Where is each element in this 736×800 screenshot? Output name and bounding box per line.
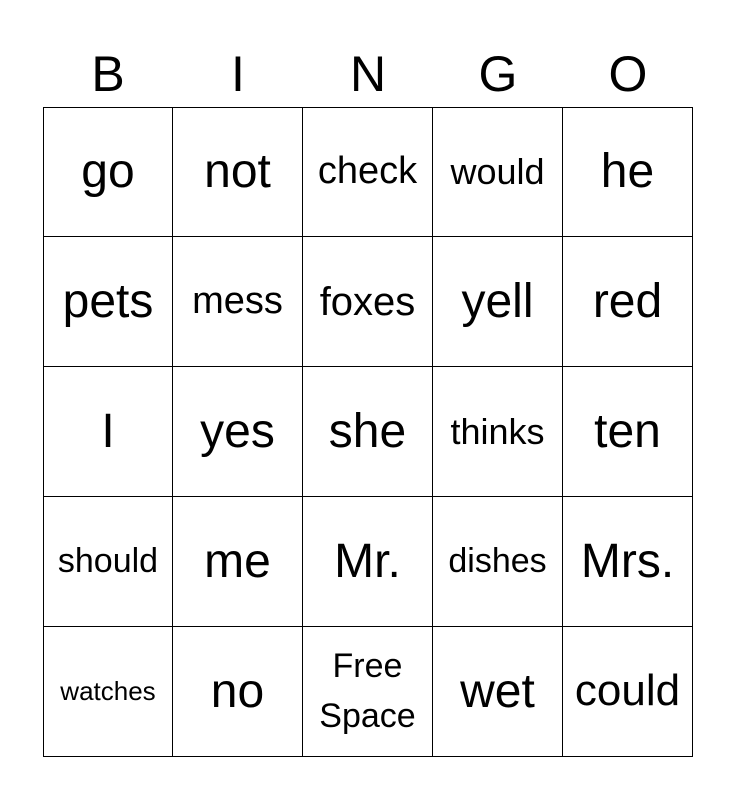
header-letter-i: I	[231, 46, 245, 102]
bingo-cell-o-2[interactable]	[563, 237, 693, 367]
bingo-cell-o-4[interactable]	[563, 497, 693, 627]
cell-word: watches	[60, 675, 156, 706]
free-space-cell[interactable]	[303, 627, 433, 757]
bingo-cell-n-1[interactable]	[303, 107, 433, 237]
cell-word: should	[57, 542, 159, 581]
cell-word: mess	[192, 279, 283, 322]
bingo-cell-g-4[interactable]	[433, 497, 563, 627]
bingo-cell-n-4[interactable]	[303, 497, 433, 627]
bingo-cell-g-5[interactable]	[433, 627, 563, 757]
bingo-cell-g-1[interactable]	[433, 107, 563, 237]
cell-word: no	[210, 664, 265, 718]
bingo-cell-b-4[interactable]	[43, 497, 173, 627]
header-letter-g: G	[478, 46, 518, 102]
cell-word: yell	[461, 274, 534, 328]
bingo-cell-i-3[interactable]	[173, 367, 303, 497]
cell-word: would	[450, 151, 545, 193]
header-letter-n: N	[349, 46, 387, 102]
cell-word: thinks	[450, 410, 545, 452]
bingo-cell-n-3[interactable]	[303, 367, 433, 497]
cell-word: could	[574, 666, 681, 716]
bingo-cell-b-1[interactable]	[43, 107, 173, 237]
bingo-cell-g-3[interactable]	[433, 367, 563, 497]
bingo-header	[43, 40, 693, 108]
cell-word: ten	[594, 404, 661, 458]
cell-word: Mrs.	[580, 534, 675, 588]
cell-word: dishes	[448, 542, 547, 581]
cell-word: I	[101, 404, 115, 458]
bingo-cell-g-2[interactable]	[433, 237, 563, 367]
bingo-cell-i-2[interactable]	[173, 237, 303, 367]
cell-word: check	[317, 150, 418, 193]
cell-word: she	[328, 404, 407, 458]
header-letter-b: B	[91, 46, 125, 102]
bingo-cell-o-3[interactable]	[563, 367, 693, 497]
cell-word: pets	[62, 274, 154, 328]
bingo-board	[43, 107, 693, 757]
cell-word: wet	[460, 664, 535, 718]
bingo-cell-i-1[interactable]	[173, 107, 303, 237]
cell-word: me	[204, 534, 271, 588]
cell-word: red	[592, 274, 663, 328]
cell-word: not	[204, 145, 271, 199]
cell-word: Free Space	[319, 647, 416, 735]
cell-word: Mr.	[334, 534, 401, 588]
cell-word: yes	[200, 404, 275, 458]
cell-word: go	[81, 145, 135, 199]
bingo-cell-b-2[interactable]	[43, 237, 173, 367]
bingo-cell-i-5[interactable]	[173, 627, 303, 757]
bingo-cell-b-5[interactable]	[43, 627, 173, 757]
bingo-cell-n-2[interactable]	[303, 237, 433, 367]
bingo-cell-i-4[interactable]	[173, 497, 303, 627]
bingo-cell-o-5[interactable]	[563, 627, 693, 757]
cell-word: he	[600, 145, 655, 199]
bingo-cell-b-3[interactable]	[43, 367, 173, 497]
header-letter-o: O	[608, 46, 648, 102]
bingo-cell-o-1[interactable]	[563, 107, 693, 237]
cell-word: foxes	[319, 279, 416, 324]
